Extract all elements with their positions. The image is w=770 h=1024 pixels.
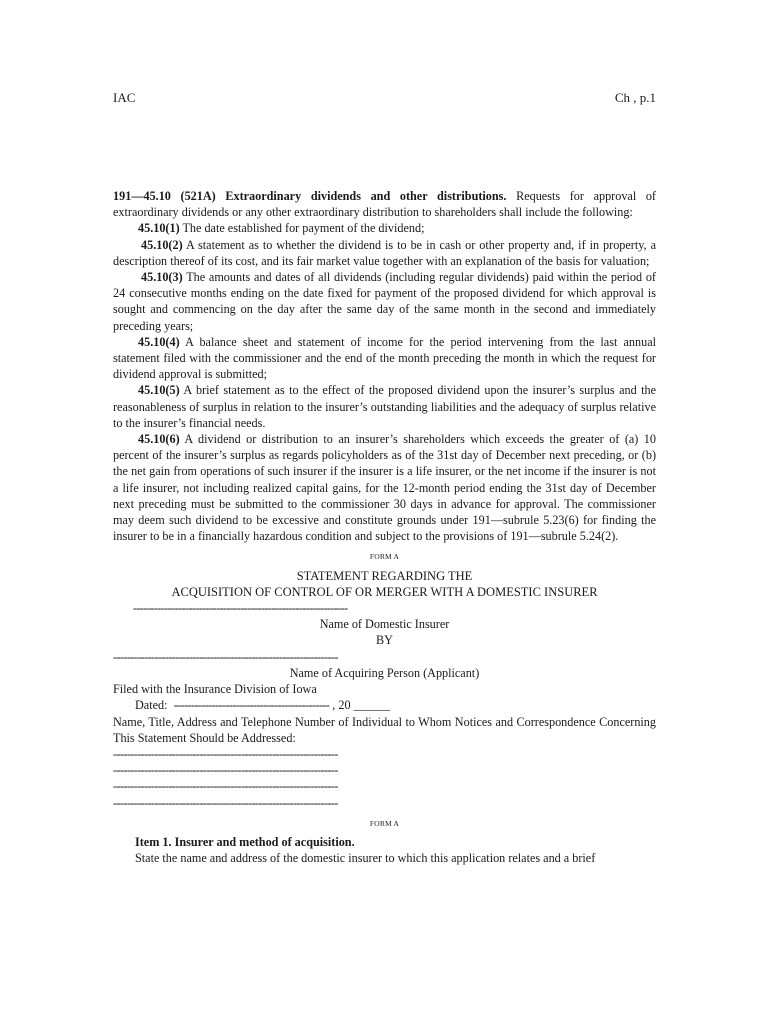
subrule-number: 45.10(5) [138, 383, 180, 398]
subrule-4 [113, 334, 656, 383]
acquiring-person-label: Name of Acquiring Person (Applicant) [289, 665, 480, 680]
address-blank-2: ----------------------------------------------------------------- [113, 763, 338, 778]
rule-intro-text: Requests for approval of extraordinary dividends or any other extraordinary distribution to shareholders shall include the following: [113, 189, 656, 220]
subrule-number: 45.10(4) [138, 334, 180, 349]
subrule-6 [113, 431, 656, 544]
rule-number: 191—45.10 (521A) Extraordinary dividends and other distributions. [113, 189, 507, 203]
subrule-text: A statement as to whether the dividend is to be in cash or other property and, if in property, a description thereof of its cost, and its fair market value together with an explanation of the basis for valuation; [113, 237, 656, 268]
domestic-insurer-label: Name of Domestic Insurer [319, 617, 450, 632]
subrule-text: A dividend or distribution to an insurer’s shareholders which exceeds the greater of (a) 10 percent of the insurer’s surplus as regards policyholders as of the 31st day of December next preceding, or (b) the net gain from operations of such insurer if the insurer is a life insurer, or the net income if the insurer is not a life insurer, not including realized capital gains, for the 12-month period ending the 31st day of December next preceding must be submitted to the commissioner 30 days in advance for approval. The commissioner may deem such dividend to be excessive and constitute grounds under 191—subrule 5.23(6) for finding the insurer to be in a financially hazardous condition and subject to the provisions of 191—subrule 5.24(2). [113, 432, 656, 544]
subrule-2 [113, 237, 656, 269]
acquiring-person-blank: ----------------------------------------------------------------- [113, 649, 338, 664]
form-title-line-1: STATEMENT REGARDING THE [296, 568, 473, 583]
subrule-number: 45.10(1) [138, 221, 180, 236]
dated-row [113, 697, 656, 713]
address-blank-1: ----------------------------------------------------------------- [113, 746, 338, 761]
subrule-1 [113, 220, 656, 236]
by-label: BY [376, 633, 393, 648]
address-blank-4: ----------------------------------------------------------------- [113, 795, 338, 810]
form-label-2: FORM A [369, 818, 400, 828]
subrule-3 [113, 269, 656, 334]
rule-intro [113, 188, 656, 220]
form-label: FORM A [369, 552, 400, 562]
subrule-text: A brief statement as to the effect of the proposed dividend upon the insurer’s surplus and the reasonableness of surplus in relation to the insurer’s outstanding liabilities and the adequacy of surplus relative to the insurer’s financial needs. [113, 383, 656, 430]
filed-with-text: Filed with the Insurance Division of Iowa [113, 682, 317, 697]
subrule-text: The date established for payment of the dividend; [179, 221, 425, 236]
notice-text: Name, Title, Address and Telephone Number of Individual to Whom Notices and Correspondence Concerning This Statement Should be Addressed: [113, 714, 656, 745]
dated-blank: --------------------------------------------- [173, 698, 330, 713]
subrule-number: 45.10(3) [141, 270, 183, 285]
year-blank: , 20 ______ [332, 698, 391, 713]
document-body [113, 188, 656, 866]
subrule-5 [113, 382, 656, 431]
subrule-text: A balance sheet and statement of income for the period intervening from the last annual statement filed with the commissioner and the end of the month preceding the month in which the request for dividend approval is submitted; [113, 334, 656, 382]
subrule-number: 45.10(6) [138, 432, 180, 447]
subrule-number: 45.10(2) [141, 237, 183, 252]
item-1-title [113, 834, 656, 850]
header-right: Ch , p.1 [614, 90, 656, 105]
dated-label: Dated: [135, 698, 168, 713]
domestic-insurer-blank: -------------------------------------------------------------- [133, 601, 348, 616]
item-1-title-text: Item 1. Insurer and method of acquisition. [135, 834, 355, 849]
subrule-text: The amounts and dates of all dividends (including regular dividends) paid within the period of 24 consecutive months ending on the date fixed for payment of the proposed dividend for which approval is sought and commencing on the day after the same day of the same month in the second and immediately preceding years; [113, 270, 656, 333]
address-blank-3: ----------------------------------------------------------------- [113, 779, 338, 794]
header-left: IAC [113, 90, 136, 105]
item-1-text: State the name and address of the domestic insurer to which this application relates and a brief [135, 851, 596, 866]
form-title-line-2: ACQUISITION OF CONTROL OF OR MERGER WITH A DOMESTIC INSURER [171, 584, 598, 599]
